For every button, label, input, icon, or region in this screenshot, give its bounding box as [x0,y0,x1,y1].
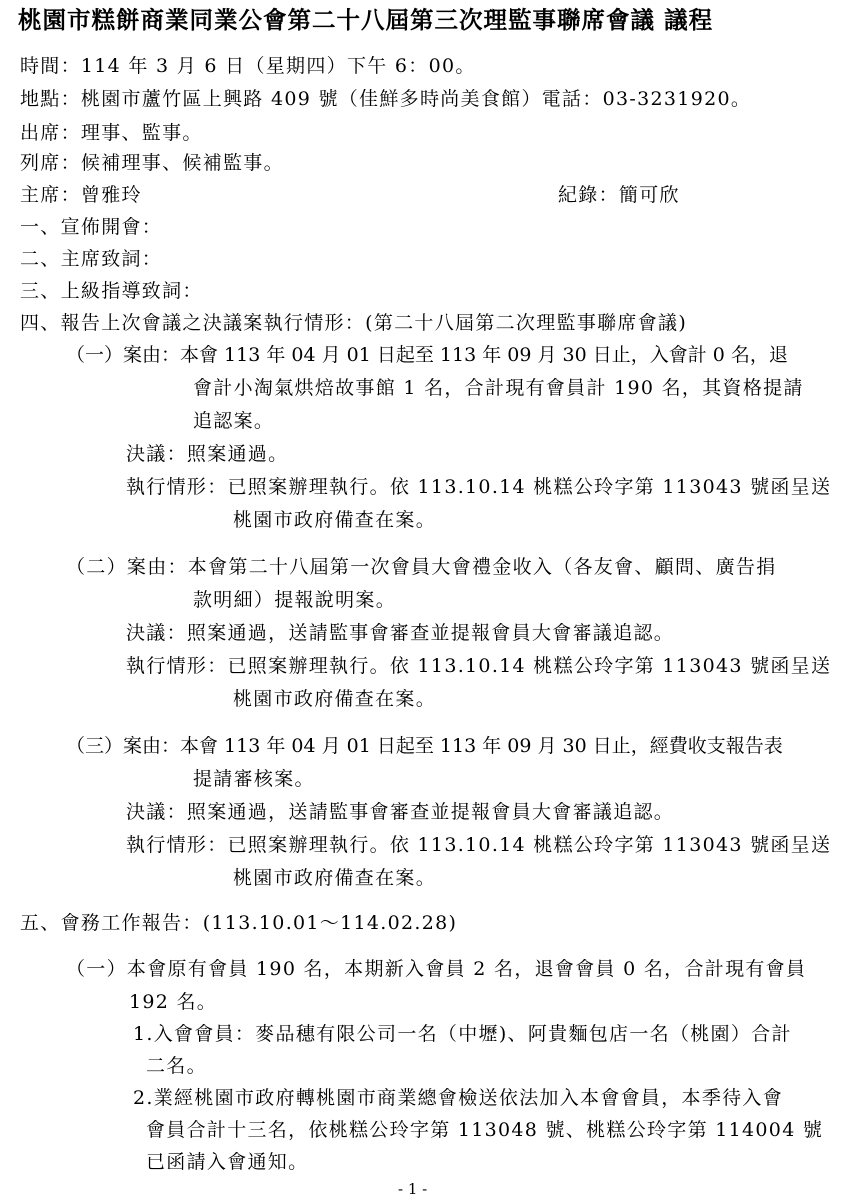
case3-line2: 提請審核案。 [193,768,315,790]
case2-execution: 執行情形：已照案辦理執行。依 113.10.14 桃糕公玲字第 113043 號函呈送 [126,655,832,677]
case3-line1: （三）案由：本會 113 年 04 月 01 日起至 113 年 09 月 30 日止，經費收支報告表 [66,735,783,757]
observers: 列席：候補理事、候補監事。 [20,152,284,174]
report1-sub1-line1: 1.入會會員：麥品穗有限公司一名（中壢)、阿貴麵包店一名（桃園）合計 [133,1023,792,1045]
report1-sub2-line2: 會員合計十三名，依桃糕公玲字第 113048 號、桃糕公玲字第 114004 號 [146,1119,824,1141]
page-number: - 1 - [398,1180,428,1198]
agenda-item-2: 二、主席致詞： [20,248,163,270]
case3-resolution: 決議：照案通過，送請監事會審查並提報會員大會審議追認。 [126,801,675,823]
chair: 主席：曾雅玲 [20,184,142,206]
recorder: 紀錄：簡可欣 [558,184,680,206]
agenda-item-1: 一、宣佈開會： [20,216,163,238]
agenda-item-4: 四、報告上次會議之決議案執行情形：(第二十八屆第二次理監事聯席會議) [20,312,688,334]
case1-line1: （一）案由：本會 113 年 04 月 01 日起至 113 年 09 月 30 日止，入會計 0 名，退 [66,344,788,366]
agenda-item-3: 三、上級指導致詞： [20,280,203,302]
attendees: 出席：理事、監事。 [20,122,203,144]
agenda-item-5: 五、會務工作報告：(113.10.01～114.02.28) [20,912,458,934]
case3-execution: 執行情形：已照案辦理執行。依 113.10.14 桃糕公玲字第 113043 號函呈送 [126,834,832,856]
report1-line2: 192 名。 [129,991,218,1013]
case1-line3: 追認案。 [193,410,275,432]
case1-execution-cont: 桃園市政府備查在案。 [233,509,437,531]
meeting-location: 地點：桃園市蘆竹區上興路 409 號（佳鮮多時尚美食館）電話：03-3231920。 [20,88,752,110]
case1-line2: 會計小淘氣烘焙故事館 1 名，合計現有會員計 190 名，其資格提請 [193,377,804,399]
case3-execution-cont: 桃園市政府備查在案。 [233,867,437,889]
case1-resolution: 決議：照案通過。 [126,443,289,465]
document-title: 桃園市糕餅商業同業公會第二十八屆第三次理監事聯席會議 議程 [18,6,714,34]
report1-line1: （一）本會原有會員 190 名，本期新入會員 2 名，退會會員 0 名，合計現有會員 [66,958,807,980]
case2-line2: 款明細）提報說明案。 [193,589,397,611]
case2-execution-cont: 桃園市政府備查在案。 [233,688,437,710]
report1-sub1-line2: 二名。 [146,1055,207,1077]
report1-sub2-line1: 2.業經桃園市政府轉桃園市商業總會檢送依法加入本會會員，本季待入會 [133,1087,784,1109]
case2-line1: （二）案由：本會第二十八屆第一次會員大會禮金收入（各友會、顧問、廣告捐 [66,556,777,578]
case2-resolution: 決議：照案通過，送請監事會審查並提報會員大會審議追認。 [126,622,675,644]
report1-sub2-line3: 已函請入會通知。 [146,1151,309,1173]
meeting-time: 時間：114 年 3 月 6 日（星期四）下午 6：00。 [20,55,476,77]
case1-execution: 執行情形：已照案辦理執行。依 113.10.14 桃糕公玲字第 113043 號函呈送 [126,476,832,498]
